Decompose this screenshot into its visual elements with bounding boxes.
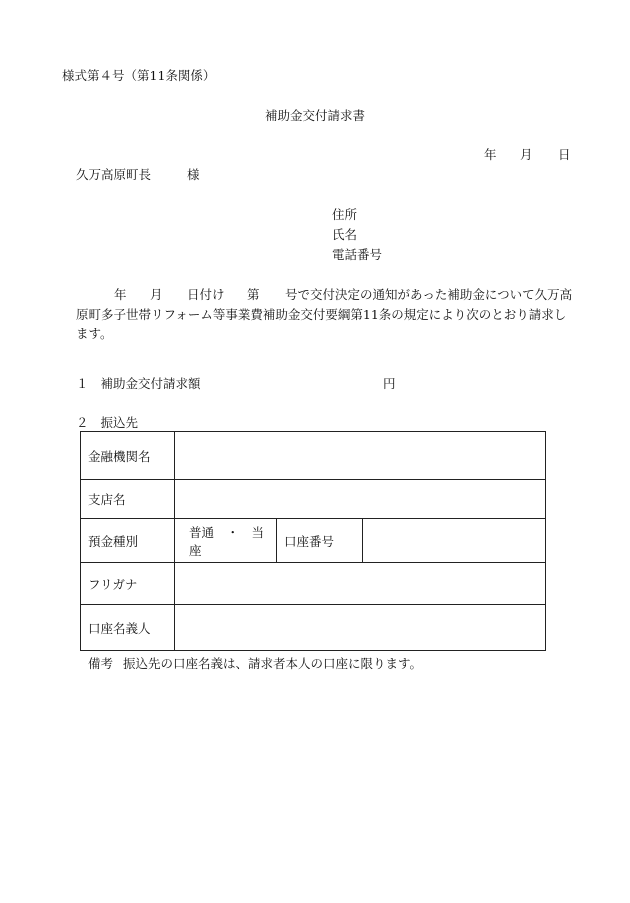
item1-label: 補助金交付請求額 — [100, 376, 201, 391]
remarks — [88, 654, 422, 672]
addressee-name: 久万高原町長 — [76, 167, 152, 182]
account-holder-label: 口座名義人 — [81, 605, 175, 651]
account-type-label: 預金種別 — [81, 519, 175, 563]
table-row — [81, 432, 546, 480]
item2-number: ２ — [76, 415, 89, 430]
body-number-prefix: 第 — [247, 287, 260, 302]
account-number-label: 口座番号 — [277, 519, 363, 563]
phone-label: 電話番号 — [332, 247, 383, 262]
item2-label: 振込先 — [100, 415, 139, 430]
bank-name-label: 金融機関名 — [81, 432, 175, 480]
date-month: 月 — [520, 147, 533, 162]
branch-field[interactable] — [175, 480, 546, 519]
furigana-field[interactable] — [175, 563, 546, 605]
remarks-text: 振込先の口座名義は、請求者本人の口座に限ります。 — [123, 656, 423, 671]
date-year: 年 — [484, 147, 497, 162]
remarks-label: 備考 — [88, 656, 114, 671]
branch-label: 支店名 — [81, 480, 175, 519]
addressee — [76, 165, 200, 183]
body-day-issued: 日付け — [187, 287, 225, 302]
table-row — [81, 480, 546, 519]
transfer-destination-heading — [76, 413, 138, 431]
item1-unit: 円 — [383, 376, 396, 391]
body-year: 年 — [114, 287, 127, 302]
address-label: 住所 — [332, 207, 358, 222]
document-title: 補助金交付請求書 — [264, 108, 365, 123]
body-month: 月 — [150, 287, 163, 302]
name-label: 氏名 — [332, 227, 358, 242]
table-row — [81, 605, 546, 651]
form-number: 様式第４号（第11条関係） — [62, 68, 216, 83]
account-number-field[interactable] — [363, 519, 546, 563]
request-body-text — [76, 285, 576, 344]
item1-number: １ — [76, 376, 89, 391]
bank-name-field[interactable] — [175, 432, 546, 480]
furigana-label: フリガナ — [81, 563, 175, 605]
addressee-honorific: 様 — [187, 167, 200, 182]
bank-account-table — [80, 431, 546, 651]
claim-amount-row — [76, 374, 396, 392]
date-day: 日 — [558, 147, 571, 162]
date-line — [484, 145, 571, 163]
account-holder-field[interactable] — [175, 605, 546, 651]
body-text: 号で交付決定の通知があった補助金について久万高原町多子世帯リフォーム等事業費補助金交付要綱第11条の規定により次のとおり請求します。 — [76, 287, 573, 341]
table-row — [81, 519, 546, 563]
table-row — [81, 563, 546, 605]
account-type-options[interactable]: 普通 ・ 当座 — [175, 519, 277, 563]
